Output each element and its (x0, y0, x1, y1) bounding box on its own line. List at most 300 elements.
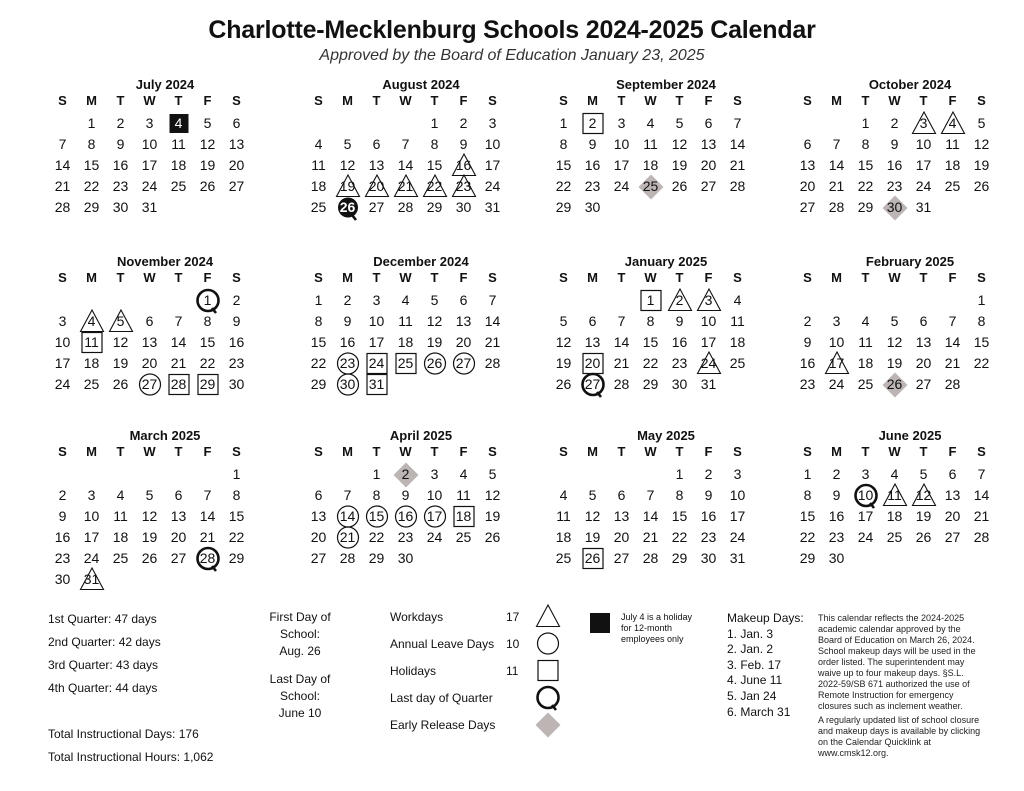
day-number: 14 (170, 334, 187, 350)
day-cell (549, 332, 578, 353)
day-number: 14 (339, 508, 356, 524)
month-march-2025 (48, 428, 264, 590)
weekday-label: F (203, 93, 212, 108)
empty-day-cell (851, 290, 880, 311)
day-cell (880, 485, 909, 506)
day-cell (723, 311, 752, 332)
day-cell (222, 155, 251, 176)
day-number: 23 (397, 529, 414, 545)
day-number: 27 (700, 178, 717, 194)
day-cell (851, 374, 880, 395)
weekday-label: S (733, 270, 742, 285)
day-cell (938, 176, 967, 197)
day-cell (793, 485, 822, 506)
day-cell (636, 374, 665, 395)
day-cell (420, 113, 449, 134)
day-number: 2 (401, 466, 410, 482)
day-number: 10 (857, 487, 874, 503)
day-number: 7 (948, 313, 957, 329)
day-number: 12 (199, 136, 216, 152)
weekday-label: F (948, 444, 957, 459)
day-cell (222, 176, 251, 197)
day-cell (449, 464, 478, 485)
day-cell (77, 485, 106, 506)
day-number: 7 (646, 487, 655, 503)
legend-row (390, 658, 570, 685)
day-cell (909, 353, 938, 374)
day-number: 28 (729, 178, 746, 194)
empty-day-cell (793, 113, 822, 134)
month-october-2024 (793, 77, 1009, 218)
day-number: 29 (310, 376, 327, 392)
day-number: 4 (733, 292, 742, 308)
day-cell (880, 527, 909, 548)
day-cell (880, 197, 909, 218)
day-cell (578, 113, 607, 134)
day-cell (636, 290, 665, 311)
closure-note: A regularly updated list of school closure and makeup days is available by clicking on the Calendar Quicklink at www.cmsk12.org. (818, 715, 981, 758)
weekday-label: W (399, 93, 412, 108)
weekday-label: S (559, 270, 568, 285)
day-number: 25 (886, 529, 903, 545)
day-cell (694, 290, 723, 311)
weekday-label: S (488, 444, 497, 459)
day-number: 18 (886, 508, 903, 524)
day-number: 15 (973, 334, 990, 350)
day-cell (48, 155, 77, 176)
day-number: 19 (484, 508, 501, 524)
quarter-summary (48, 608, 248, 769)
day-cell (193, 113, 222, 134)
day-cell (77, 176, 106, 197)
day-number: 20 (613, 529, 630, 545)
day-number: 24 (729, 529, 746, 545)
day-cell (723, 527, 752, 548)
day-cell (48, 569, 77, 590)
day-number: 1 (861, 115, 870, 131)
day-number: 8 (861, 136, 870, 152)
weekday-label: S (559, 444, 568, 459)
month-grid (48, 92, 264, 218)
day-number: 24 (54, 376, 71, 392)
day-cell (304, 548, 333, 569)
day-number: 23 (671, 355, 688, 371)
diamond-icon (534, 712, 562, 739)
day-cell (549, 113, 578, 134)
weekday-label: T (372, 444, 381, 459)
day-cell (304, 290, 333, 311)
weekday-label: T (861, 93, 870, 108)
day-number: 23 (700, 529, 717, 545)
day-cell (478, 155, 507, 176)
empty-day-cell (77, 464, 106, 485)
day-number: 23 (828, 529, 845, 545)
day-number: 21 (339, 529, 356, 545)
day-number: 15 (799, 508, 816, 524)
weekday-label: W (888, 270, 901, 285)
weekday-label: S (232, 444, 241, 459)
day-number: 24 (700, 355, 717, 371)
day-cell (549, 176, 578, 197)
day-cell (665, 155, 694, 176)
day-cell (938, 113, 967, 134)
day-number: 26 (886, 376, 903, 392)
day-cell (909, 311, 938, 332)
day-cell (549, 374, 578, 395)
day-number: 29 (228, 550, 245, 566)
day-number: 23 (584, 178, 601, 194)
day-number: 9 (675, 313, 684, 329)
last-day-value: June 10 (278, 706, 322, 720)
day-number: 6 (704, 115, 713, 131)
day-cell (304, 311, 333, 332)
day-cell (48, 485, 77, 506)
day-number: 3 (861, 466, 870, 482)
day-cell (420, 134, 449, 155)
day-number: 16 (455, 157, 472, 173)
day-number: 25 (642, 178, 659, 194)
day-cell (549, 155, 578, 176)
day-number: 8 (430, 136, 439, 152)
day-cell (607, 155, 636, 176)
weekday-label: T (372, 270, 381, 285)
day-cell (222, 506, 251, 527)
day-cell (135, 311, 164, 332)
day-number: 3 (87, 487, 96, 503)
month-grid (793, 269, 1009, 395)
day-cell (106, 332, 135, 353)
day-number: 15 (857, 157, 874, 173)
weekday-label: S (314, 93, 323, 108)
day-number: 5 (890, 313, 899, 329)
day-number: 27 (613, 550, 630, 566)
day-number: 3 (430, 466, 439, 482)
day-cell (909, 527, 938, 548)
day-cell (333, 134, 362, 155)
day-number: 28 (199, 550, 216, 566)
day-number: 13 (613, 508, 630, 524)
empty-day-cell (549, 290, 578, 311)
month-grid (48, 443, 264, 590)
weekday-label: S (803, 93, 812, 108)
day-cell (478, 332, 507, 353)
day-cell (967, 485, 996, 506)
day-cell (48, 353, 77, 374)
day-cell (851, 113, 880, 134)
weekday-label: S (803, 270, 812, 285)
day-number: 12 (339, 157, 356, 173)
day-number: 2 (890, 115, 899, 131)
month-title: November 2024 (116, 254, 214, 269)
day-number: 19 (112, 355, 129, 371)
day-number: 30 (886, 199, 903, 215)
weekday-label: S (232, 93, 241, 108)
day-number: 24 (484, 178, 501, 194)
day-cell (793, 506, 822, 527)
day-cell (135, 197, 164, 218)
empty-day-cell (193, 464, 222, 485)
day-cell (822, 134, 851, 155)
day-number: 1 (372, 466, 381, 482)
day-cell (77, 113, 106, 134)
day-cell (723, 548, 752, 569)
day-number: 23 (799, 376, 816, 392)
day-number: 8 (232, 487, 241, 503)
day-cell (304, 485, 333, 506)
day-cell (391, 197, 420, 218)
day-number: 25 (112, 550, 129, 566)
day-cell (578, 155, 607, 176)
day-cell (164, 485, 193, 506)
weekday-label: W (399, 444, 412, 459)
weekday-label: W (143, 270, 156, 285)
day-cell (607, 311, 636, 332)
day-number: 8 (372, 487, 381, 503)
day-cell (723, 485, 752, 506)
day-cell (106, 134, 135, 155)
day-number: 9 (232, 313, 241, 329)
day-number: 12 (915, 487, 932, 503)
day-cell (578, 374, 607, 395)
day-cell (48, 134, 77, 155)
day-number: 28 (828, 199, 845, 215)
day-cell (222, 464, 251, 485)
day-number: 1 (559, 115, 568, 131)
day-number: 8 (977, 313, 986, 329)
day-number: 19 (886, 355, 903, 371)
day-cell (909, 506, 938, 527)
day-number: 7 (58, 136, 67, 152)
day-cell (420, 290, 449, 311)
day-number: 18 (112, 529, 129, 545)
day-number: 25 (310, 199, 327, 215)
day-number: 22 (857, 178, 874, 194)
day-number: 1 (203, 292, 212, 308)
day-number: 22 (642, 355, 659, 371)
day-cell (851, 506, 880, 527)
day-number: 23 (112, 178, 129, 194)
day-number: 4 (559, 487, 568, 503)
day-number: 13 (228, 136, 245, 152)
day-cell (77, 353, 106, 374)
day-number: 30 (54, 571, 71, 587)
day-number: 15 (671, 508, 688, 524)
day-cell (793, 464, 822, 485)
day-cell (549, 548, 578, 569)
empty-day-cell (48, 464, 77, 485)
day-number: 5 (343, 136, 352, 152)
day-cell (549, 485, 578, 506)
day-cell (967, 176, 996, 197)
day-cell (193, 332, 222, 353)
day-number: 24 (83, 550, 100, 566)
day-number: 4 (174, 115, 183, 131)
day-cell (135, 485, 164, 506)
day-number: 28 (170, 376, 187, 392)
day-number: 22 (368, 529, 385, 545)
empty-day-cell (48, 113, 77, 134)
day-cell (578, 197, 607, 218)
day-number: 9 (704, 487, 713, 503)
day-number: 22 (973, 355, 990, 371)
day-number: 14 (397, 157, 414, 173)
day-number: 26 (112, 376, 129, 392)
day-number: 3 (919, 115, 928, 131)
weekday-label: M (587, 93, 598, 108)
day-number: 28 (973, 529, 990, 545)
day-number: 16 (584, 157, 601, 173)
day-number: 25 (455, 529, 472, 545)
day-number: 11 (945, 136, 960, 152)
empty-day-cell (909, 290, 938, 311)
day-number: 28 (339, 550, 356, 566)
day-cell (420, 176, 449, 197)
weekday-label: W (888, 444, 901, 459)
day-number: 6 (617, 487, 626, 503)
month-november-2024 (48, 254, 264, 395)
weekday-label: T (430, 93, 439, 108)
day-cell (909, 113, 938, 134)
day-cell (694, 464, 723, 485)
day-number: 10 (915, 136, 932, 152)
day-cell (222, 374, 251, 395)
empty-day-cell (362, 113, 391, 134)
day-cell (333, 527, 362, 548)
day-cell (636, 485, 665, 506)
empty-day-cell (164, 290, 193, 311)
day-cell (391, 311, 420, 332)
day-cell (304, 332, 333, 353)
day-number: 6 (232, 115, 241, 131)
weekday-label: M (342, 93, 353, 108)
day-cell (578, 176, 607, 197)
weekday-label: T (919, 93, 928, 108)
day-number: 30 (455, 199, 472, 215)
day-number: 1 (803, 466, 812, 482)
day-cell (938, 374, 967, 395)
day-cell (449, 353, 478, 374)
day-number: 25 (729, 355, 746, 371)
weekday-label: S (977, 270, 986, 285)
day-cell (607, 548, 636, 569)
day-cell (193, 311, 222, 332)
empty-day-cell (304, 464, 333, 485)
last-day-label: Last Day of School: (269, 672, 331, 703)
weekday-label: S (314, 270, 323, 285)
day-cell (694, 311, 723, 332)
day-cell (77, 506, 106, 527)
day-cell (607, 485, 636, 506)
day-number: 6 (372, 136, 381, 152)
day-number: 13 (944, 487, 961, 503)
day-number: 26 (426, 355, 443, 371)
day-cell (967, 290, 996, 311)
weekday-label: F (948, 270, 957, 285)
day-cell (636, 311, 665, 332)
day-number: 18 (170, 157, 187, 173)
day-number: 1 (314, 292, 323, 308)
day-number: 23 (339, 355, 356, 371)
day-cell (106, 485, 135, 506)
day-cell (938, 464, 967, 485)
day-cell (164, 548, 193, 569)
day-number: 19 (426, 334, 443, 350)
makeup-days-list (727, 627, 807, 721)
day-cell (193, 548, 222, 569)
empty-day-cell (880, 290, 909, 311)
day-number: 25 (83, 376, 100, 392)
day-cell (304, 374, 333, 395)
day-cell (578, 134, 607, 155)
day-number: 17 (613, 157, 630, 173)
day-number: 21 (170, 355, 187, 371)
day-cell (164, 113, 193, 134)
day-number: 9 (58, 508, 67, 524)
day-number: 15 (228, 508, 245, 524)
day-number: 28 (397, 199, 414, 215)
day-number: 8 (675, 487, 684, 503)
weekday-label: T (116, 444, 125, 459)
circle-icon (534, 631, 562, 658)
day-number: 11 (398, 313, 413, 329)
month-january-2025 (549, 254, 765, 395)
day-number: 28 (613, 376, 630, 392)
day-number: 18 (455, 508, 472, 524)
day-cell (636, 548, 665, 569)
day-cell (549, 134, 578, 155)
legend-row (390, 712, 570, 739)
day-number: 16 (54, 529, 71, 545)
month-april-2025 (304, 428, 520, 569)
day-cell (106, 374, 135, 395)
day-number: 16 (397, 508, 414, 524)
day-cell (449, 197, 478, 218)
day-number: 11 (84, 334, 99, 350)
day-number: 11 (858, 334, 873, 350)
day-number: 11 (456, 487, 471, 503)
day-cell (478, 527, 507, 548)
day-cell (420, 506, 449, 527)
day-cell (880, 155, 909, 176)
day-cell (549, 311, 578, 332)
day-number: 6 (145, 313, 154, 329)
quarter-4-days: 4th Quarter: 44 days (48, 681, 158, 695)
day-number: 19 (199, 157, 216, 173)
day-cell (607, 374, 636, 395)
day-cell (478, 485, 507, 506)
day-number: 2 (232, 292, 241, 308)
day-cell (164, 506, 193, 527)
day-number: 21 (484, 334, 501, 350)
day-cell (607, 353, 636, 374)
day-cell (222, 485, 251, 506)
month-grid (549, 92, 765, 218)
day-cell (222, 353, 251, 374)
day-number: 2 (343, 292, 352, 308)
day-cell (880, 311, 909, 332)
day-number: 2 (58, 487, 67, 503)
day-number: 31 (484, 199, 501, 215)
day-cell (164, 176, 193, 197)
weekday-label: T (617, 444, 626, 459)
day-number: 27 (228, 178, 245, 194)
day-cell (938, 134, 967, 155)
day-number: 1 (646, 292, 655, 308)
weekday-label: S (314, 444, 323, 459)
day-cell (793, 332, 822, 353)
day-number: 8 (87, 136, 96, 152)
day-number: 4 (861, 313, 870, 329)
